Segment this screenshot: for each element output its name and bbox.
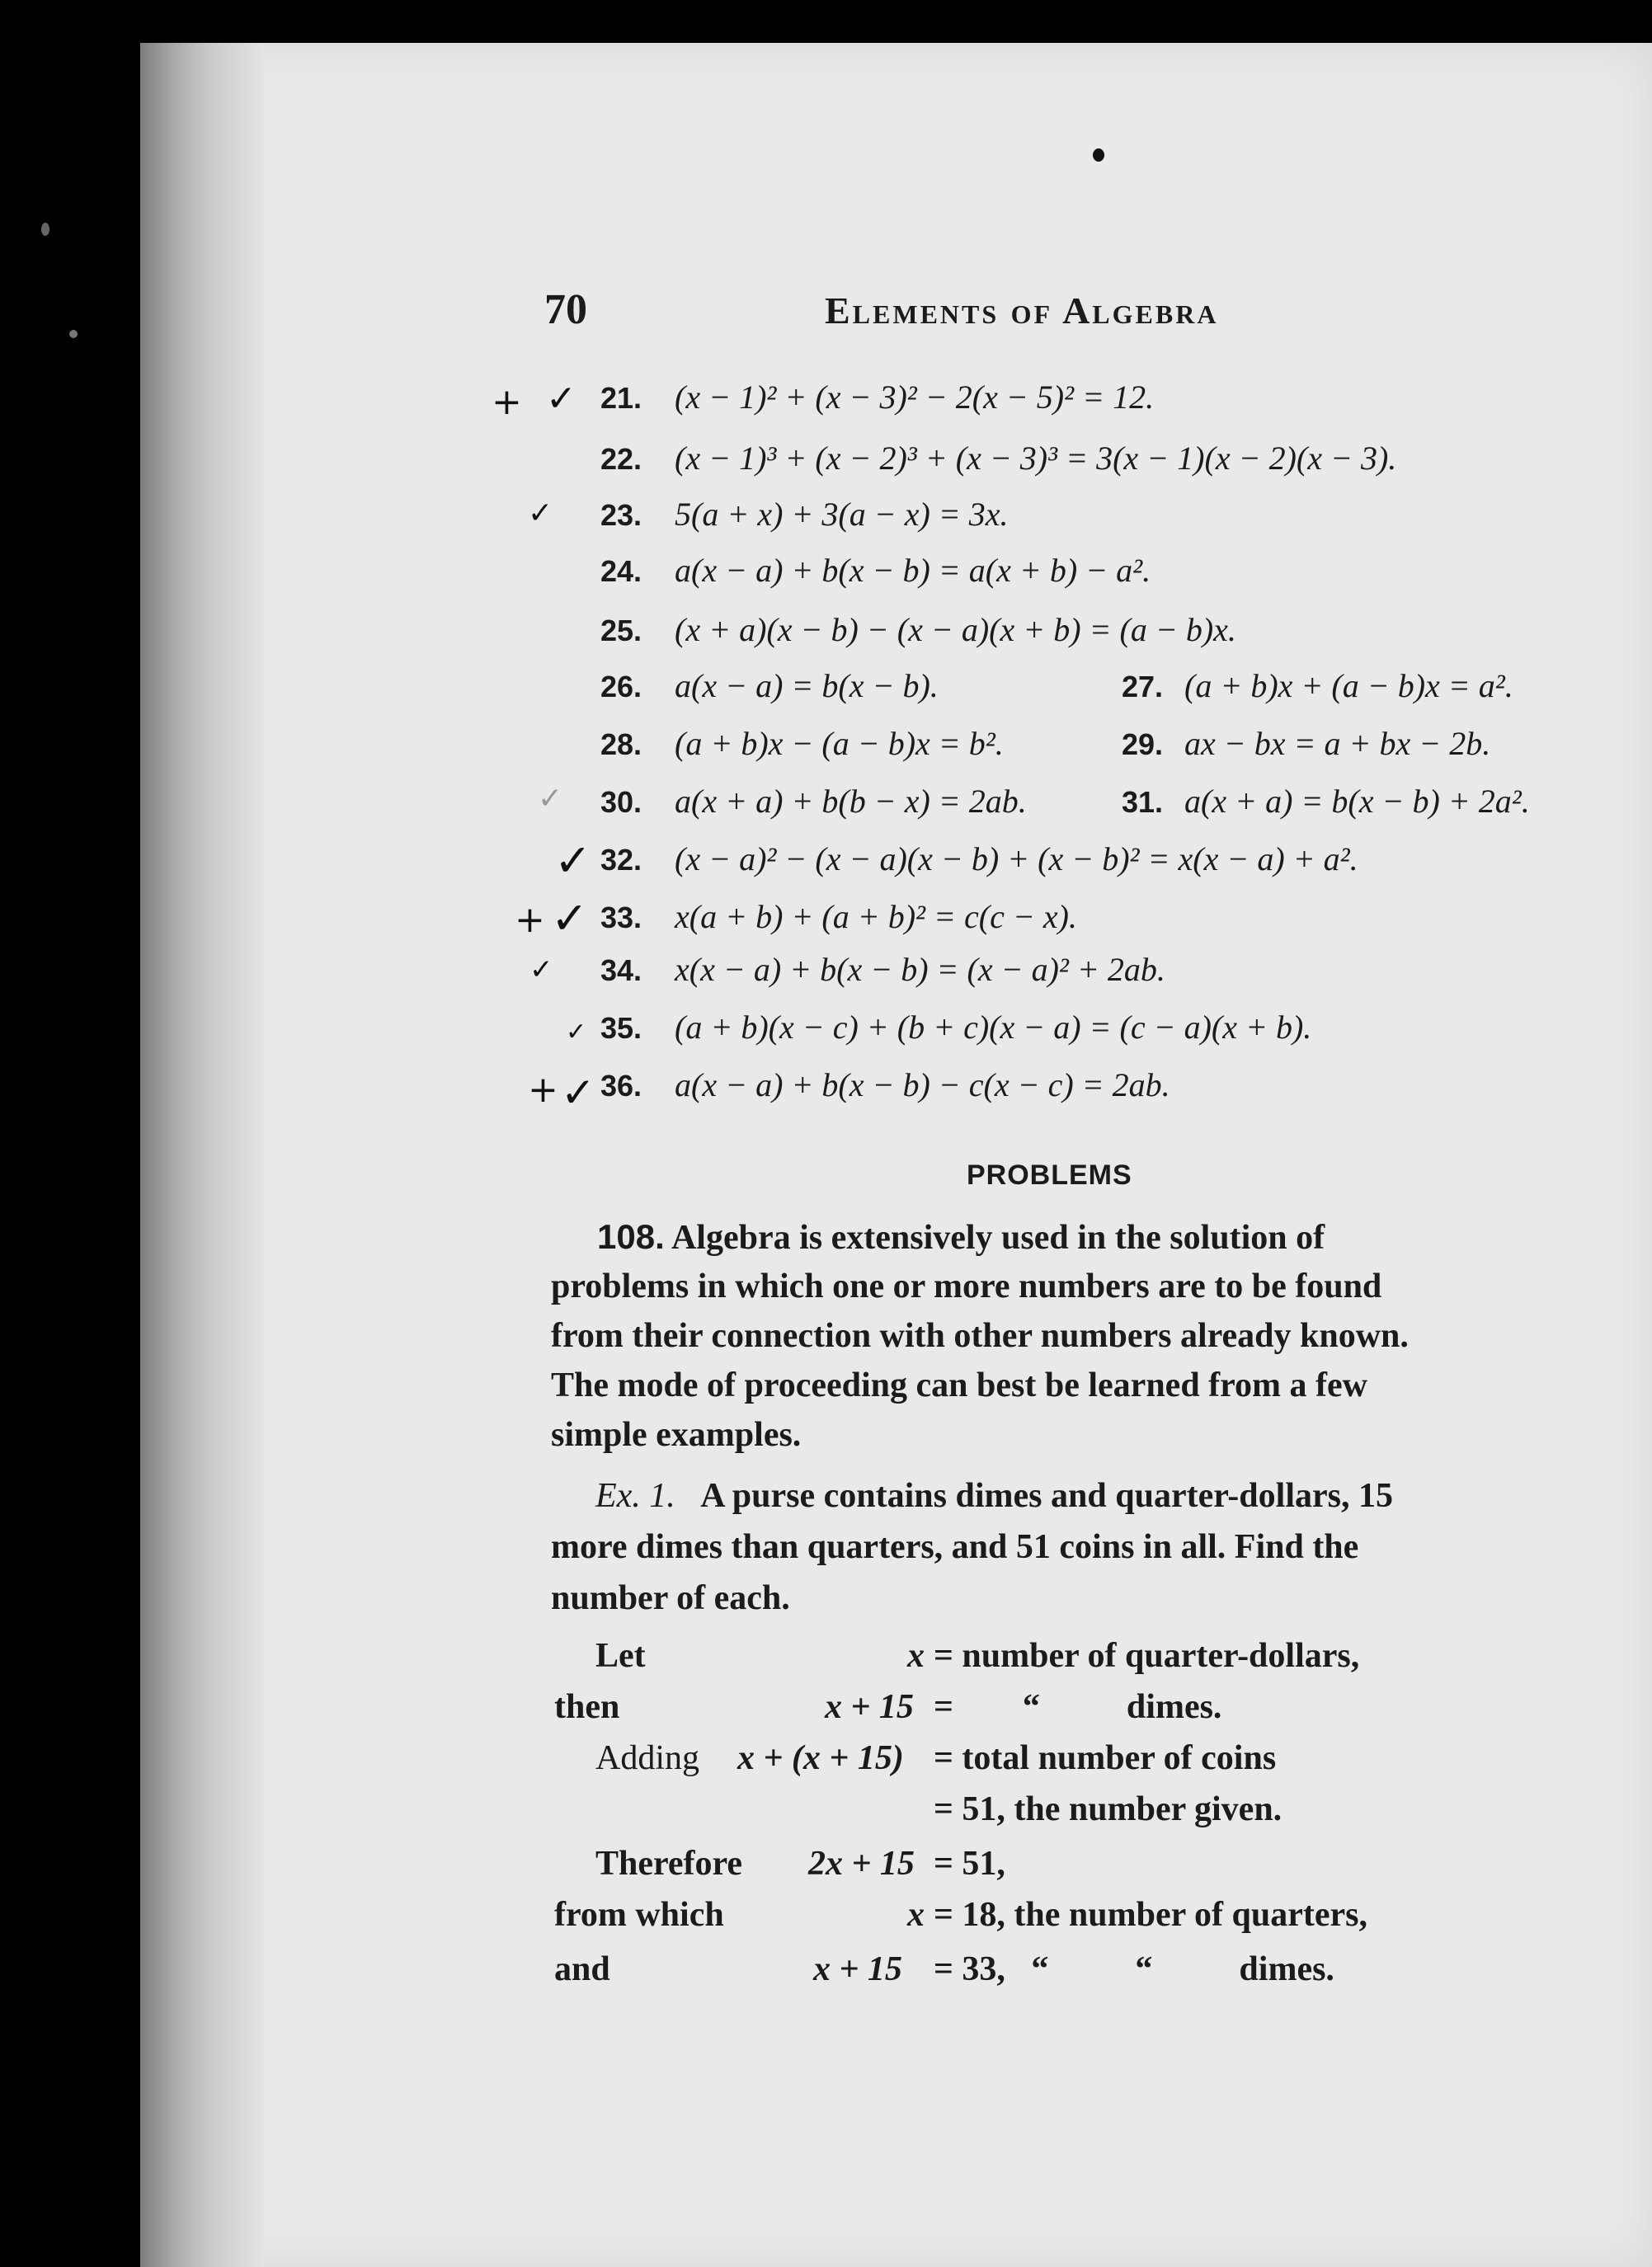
exercise-equation: (x + a)(x − b) − (x − a)(x + b) = (a − b)x.: [675, 611, 1236, 648]
exercise-number: 25.: [600, 614, 642, 647]
exercise-equation: a(x + a) + b(b − x) = 2ab.: [675, 783, 1027, 820]
exercise-number: 35.: [600, 1011, 642, 1045]
intro-line: The mode of proceeding can best be learned from a few: [551, 1366, 1367, 1404]
section-heading: PROBLEMS: [967, 1159, 1132, 1191]
exercise-number: 30.: [600, 785, 642, 819]
page-number: 70: [544, 286, 587, 333]
handwritten-plus-mark: +: [492, 381, 522, 423]
exercise-number: 23.: [600, 498, 642, 532]
exercise-equation: (a + b)(x − c) + (b + c)(x − a) = (c − a)(x + b).: [675, 1009, 1312, 1046]
scan-speck: [41, 223, 49, 236]
solution-lhs: x: [907, 1637, 925, 1675]
exercise-equation: 5(a + x) + 3(a − x) = 3x.: [675, 496, 1009, 533]
example-line: [595, 1476, 1393, 1516]
exercise-number: 33.: [600, 901, 642, 934]
exercise-equation: a(x + a) = b(x − b) + 2a².: [1184, 783, 1530, 820]
exercise-equation: x(x − a) + b(x − b) = (x − a)² + 2ab.: [675, 951, 1165, 988]
handwritten-check-mark: ✓: [551, 892, 589, 944]
exercise-equation: (x − 1)² + (x − 3)² − 2(x − 5)² = 12.: [675, 379, 1155, 416]
intro-line: from their connection with other numbers already known.: [551, 1317, 1409, 1355]
handwritten-check-mark: ✓: [546, 378, 577, 420]
intro-line: problems in which one or more numbers are to be found: [551, 1268, 1382, 1305]
exercise-equation: x(a + b) + (a + b)² = c(c − x).: [675, 898, 1077, 935]
exercise-equation: (x − a)² − (x − a)(x − b) + (x − b)² = x(x − a) + a².: [675, 840, 1358, 877]
solution-word: from which: [554, 1896, 724, 1934]
solution-rhs: = 33, “ “ dimes.: [934, 1950, 1334, 1988]
exercise-number: 31.: [1121, 785, 1163, 819]
exercise-number: 26.: [600, 670, 642, 703]
handwritten-check-mark: ✓: [538, 782, 563, 816]
exercise-equation: ax − bx = a + bx − 2b.: [1184, 725, 1491, 762]
exercise-equation: a(x − a) + b(x − b) − c(x − c) = 2ab.: [675, 1066, 1170, 1103]
section-number: 108.: [597, 1217, 665, 1256]
handwritten-check-mark: ✓: [561, 1069, 595, 1117]
exercise-number: 28.: [600, 727, 642, 761]
example-label: Ex. 1.: [595, 1477, 675, 1515]
handwritten-check-mark: ✓: [528, 496, 553, 530]
exercise-number: 22.: [600, 442, 642, 476]
solution-word: then: [554, 1688, 620, 1726]
example-line: more dimes than quarters, and 51 coins in all. Find the: [551, 1528, 1359, 1566]
exercise-number: 29.: [1121, 727, 1163, 761]
solution-rhs: = 51,: [934, 1845, 1005, 1883]
book-title: Elements of Algebra: [825, 289, 1219, 332]
exercise-equation: (a + b)x + (a − b)x = a².: [1184, 667, 1513, 704]
exercise-number: 36.: [600, 1069, 642, 1103]
exercise-equation: a(x − a) = b(x − b).: [675, 667, 939, 704]
solution-rhs: = number of quarter-dollars,: [934, 1637, 1360, 1675]
solution-word: Adding: [595, 1739, 699, 1777]
solution-lhs: x: [907, 1896, 925, 1934]
intro-line-text: Algebra is extensively used in the solution of: [671, 1219, 1325, 1257]
scan-speck: [1093, 148, 1104, 162]
solution-lhs: x + 15: [825, 1688, 914, 1726]
handwritten-plus-mark: +: [528, 1069, 558, 1111]
scan-speck: [69, 330, 78, 338]
solution-word: Therefore: [595, 1845, 743, 1883]
exercise-number: 27.: [1121, 670, 1163, 703]
solution-lhs: x + 15: [813, 1950, 902, 1988]
exercise-number: 21.: [600, 381, 642, 415]
handwritten-check-mark: ✓: [529, 953, 553, 986]
example-line: number of each.: [551, 1579, 790, 1617]
solution-word: and: [554, 1950, 610, 1988]
solution-rhs: = 18, the number of quarters,: [934, 1896, 1367, 1934]
solution-lhs: 2x + 15: [808, 1845, 915, 1883]
exercise-number: 34.: [600, 953, 642, 987]
handwritten-check-mark: ✓: [554, 835, 592, 887]
exercise-equation: a(x − a) + b(x − b) = a(x + b) − a².: [675, 552, 1151, 589]
solution-rhs: = total number of coins: [934, 1739, 1277, 1777]
handwritten-plus-mark: +: [515, 899, 545, 941]
solution-rhs: = 51, the number given.: [934, 1790, 1283, 1828]
solution-lhs: x + (x + 15): [737, 1739, 904, 1777]
solution-word: Let: [595, 1637, 646, 1675]
exercise-number: 24.: [600, 554, 642, 588]
exercise-number: 32.: [600, 843, 642, 877]
intro-line: simple examples.: [551, 1416, 802, 1454]
solution-rhs: = “ dimes.: [934, 1688, 1222, 1726]
exercise-equation: (a + b)x − (a − b)x = b².: [675, 725, 1004, 762]
exercise-equation: (x − 1)³ + (x − 2)³ + (x − 3)³ = 3(x − 1)(x − 2)(x − 3).: [675, 440, 1397, 477]
intro-line: [597, 1217, 1325, 1258]
example-line-text: A purse contains dimes and quarter-dollars, 15: [700, 1477, 1393, 1515]
page-binding-edge: [140, 43, 264, 2267]
running-head: [544, 272, 1652, 338]
handwritten-check-mark: ✓: [566, 1018, 587, 1046]
book-page: [147, 43, 1652, 2267]
